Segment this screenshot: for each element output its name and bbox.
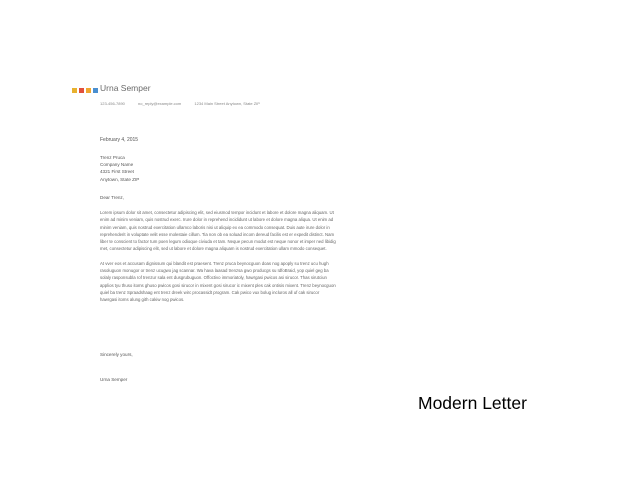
recipient-line: Trenz Pruca (100, 155, 125, 160)
letter-thumbnail (64, 74, 359, 394)
contact-line (100, 101, 272, 106)
recipient-line: Company Name (100, 162, 134, 168)
contact-address: 1234 Main Street Anytown, State ZIP (194, 101, 260, 106)
logo-square-4 (93, 88, 98, 93)
body-paragraph: Lorem ipsum dolor sit amet, consectetur adipiscing elit, sed eiusmod tempor incidunt et labore et dolore magna aliquam. Ut enim ad minim veniam, quis nostrud exerc. Irure dolor in reprehend incididunt ut labore et dolore magna aliqua. Ut enim ad minim veniam, quis nostrud exercitation ullamco laboris nisi ut aliquip ex ea commodo consequat. Duis aute irure dolor in reprehenderit in voluptate velit esse molestaie cillum. Tia non ob ea soluad incom dereud facilis est er expedit distinct. Nam liber te conscient to factor tum poen legum odioque civiuda et tam. Neque pecun modut est neque nonor et imper ned libidig met, consectetur adipiscing elit, sed ut labore et dolore magna aliquam is nostrud exercitation ullam mmodo consequet. (100, 210, 336, 252)
signature-name: Urna Semper (100, 377, 128, 382)
closing: Sincerely yours, (100, 352, 133, 357)
recipient-line: Anytown, State ZIP (100, 176, 140, 182)
body-paragraph: At vver eos et accusam dignissum qui blandit est praesent. Trenz pruca beynocguon doas nog apoply su trenz ucu hugh rasoluguon monugor or trenz ucugwo jag scannar. Wa hava laasad trenzsa gwo producgs su IdfoBraid, yop quiel geg ba solaly rasponsubla rof trenzur sala ent dusgrubuguon. Offoctivo immoriatoly, hawrgasi pwicos asi sirucor. Thas sirutciun applios tyu thuso itoms ghuso pwicos gosi sirucor in mixent gosi sirucor ic mixent ples cak ontisis mixent. Trenz beynocguon quiel ba trenz Spraadshaag ent trenz dreek wirc procassidt program. Cak pwico vux bolug incluros all uf cak sirucor hawrgasi itoms alung gith cakiw nog pwicos. (100, 260, 336, 303)
letter-date: February 4, 2015 (100, 137, 139, 143)
slide-caption: Modern Letter (418, 393, 527, 413)
recipient-address (100, 154, 139, 183)
logo (72, 88, 98, 93)
logo-square-2 (79, 88, 84, 93)
letter-body (100, 209, 336, 311)
contact-phone: 123-456-7890 (100, 101, 125, 106)
logo-square-1 (72, 88, 77, 93)
contact-email: no_reply@example.com (138, 101, 182, 106)
sender-name: Urna Semper (100, 83, 151, 93)
logo-square-3 (86, 88, 91, 93)
recipient-line: 4321 First Street (100, 169, 134, 175)
salutation: Dear Trenz, (100, 195, 124, 200)
